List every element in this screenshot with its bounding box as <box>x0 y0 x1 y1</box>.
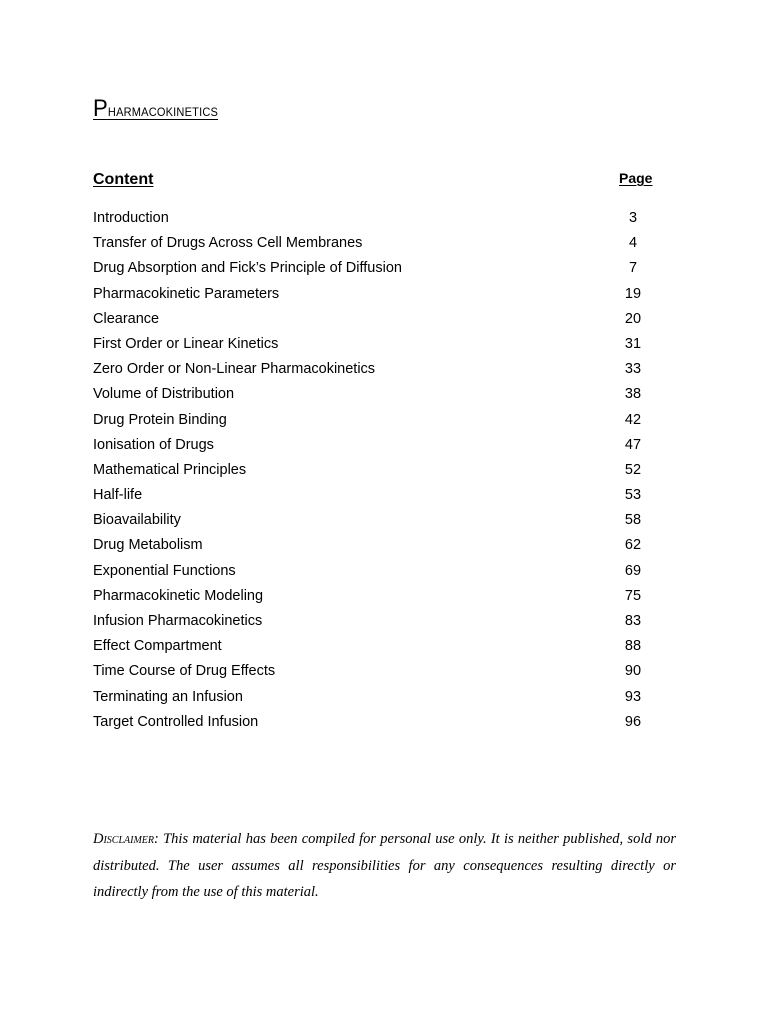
toc-entry <box>93 510 653 535</box>
toc-entry-title: Clearance <box>93 310 160 327</box>
toc-entry-title: Drug Absorption and Fick’s Principle of Diffusion <box>93 260 402 277</box>
toc-entry-title: Bioavailability <box>93 512 181 529</box>
toc-entry-page: 88 <box>624 638 642 655</box>
toc-entry-title: Mathematical Principles <box>93 461 247 478</box>
toc-entry-title: Time Course of Drug Effects <box>93 663 276 680</box>
toc-entry <box>93 460 653 485</box>
toc-entry-title: Zero Order or Non-Linear Pharmacokinetics <box>93 361 376 378</box>
toc-entry-page: 3 <box>628 210 638 226</box>
toc-entry <box>93 233 653 258</box>
toc-entry-page: 52 <box>624 461 642 478</box>
toc-entry <box>93 435 653 460</box>
toc-entry <box>93 687 653 712</box>
toc-entry-page: 62 <box>624 537 642 554</box>
toc-entry <box>93 208 653 233</box>
toc-entry-page: 4 <box>628 235 638 252</box>
toc-entry-page: 47 <box>624 436 642 453</box>
toc-entry-title: Pharmacokinetic Parameters <box>93 285 280 302</box>
toc-entry-page: 7 <box>628 260 638 277</box>
toc-entry-title: Drug Metabolism <box>93 537 203 554</box>
toc-entry-title: Exponential Functions <box>93 562 236 579</box>
toc-entry-page: 75 <box>624 587 642 604</box>
toc-entry-title: Half-life <box>93 487 143 504</box>
toc-entry <box>93 636 653 661</box>
toc-entry-page: 42 <box>624 411 642 428</box>
toc-entry-page: 58 <box>624 512 642 529</box>
page-column-heading: Page <box>619 170 653 186</box>
toc-entry <box>93 586 653 611</box>
toc-entry <box>93 611 653 636</box>
toc-entry-title: First Order or Linear Kinetics <box>93 335 279 352</box>
toc-entry <box>93 410 653 435</box>
contents-heading: Content <box>93 171 154 188</box>
page-title-first-letter: P <box>93 95 108 122</box>
toc-entry <box>93 561 653 586</box>
toc-entry-page: 38 <box>624 386 642 403</box>
toc-entry-page: 33 <box>624 361 642 378</box>
disclaimer <box>93 826 676 906</box>
toc-entry-title: Terminating an Infusion <box>93 688 243 705</box>
toc-entry <box>93 712 653 737</box>
toc-entry <box>93 309 653 334</box>
disclaimer-label: Disclaimer: <box>93 831 159 847</box>
disclaimer-text: This material has been compiled for personal use only. It is neither published, sold nor distributed. The user assumes all responsibilities for any consequences resulting directly or indirectly from the use of this material. <box>93 831 676 900</box>
toc-entry-page: 53 <box>624 487 642 504</box>
toc-entry-title: Target Controlled Infusion <box>93 713 259 730</box>
toc-entry <box>93 485 653 510</box>
toc-entry <box>93 284 653 309</box>
page-title <box>93 97 218 121</box>
page-title-rest: harmacokinetics <box>107 101 219 120</box>
table-of-contents <box>93 208 653 737</box>
toc-entry <box>93 384 653 409</box>
toc-entry-title: Effect Compartment <box>93 638 222 655</box>
toc-entry-title: Ionisation of Drugs <box>93 436 214 453</box>
toc-entry-page: 93 <box>624 688 642 705</box>
toc-entry <box>93 359 653 384</box>
toc-entry-title: Introduction <box>93 210 169 226</box>
toc-entry-title: Infusion Pharmacokinetics <box>93 613 263 629</box>
toc-entry <box>93 661 653 686</box>
toc-entry-page: 19 <box>624 285 642 302</box>
toc-entry <box>93 334 653 359</box>
toc-entry-page: 20 <box>624 310 642 327</box>
toc-entry-page: 69 <box>624 562 642 579</box>
toc-entry-title: Transfer of Drugs Across Cell Membranes <box>93 235 363 252</box>
toc-entry-page: 31 <box>624 335 642 352</box>
toc-entry-title: Drug Protein Binding <box>93 411 227 428</box>
toc-entry-page: 83 <box>624 613 642 629</box>
toc-entry-page: 96 <box>624 713 642 730</box>
toc-entry <box>93 258 653 283</box>
toc-entry-title: Volume of Distribution <box>93 386 235 403</box>
toc-entry-page: 90 <box>624 663 642 680</box>
toc-entry-title: Pharmacokinetic Modeling <box>93 587 264 604</box>
toc-entry <box>93 535 653 560</box>
